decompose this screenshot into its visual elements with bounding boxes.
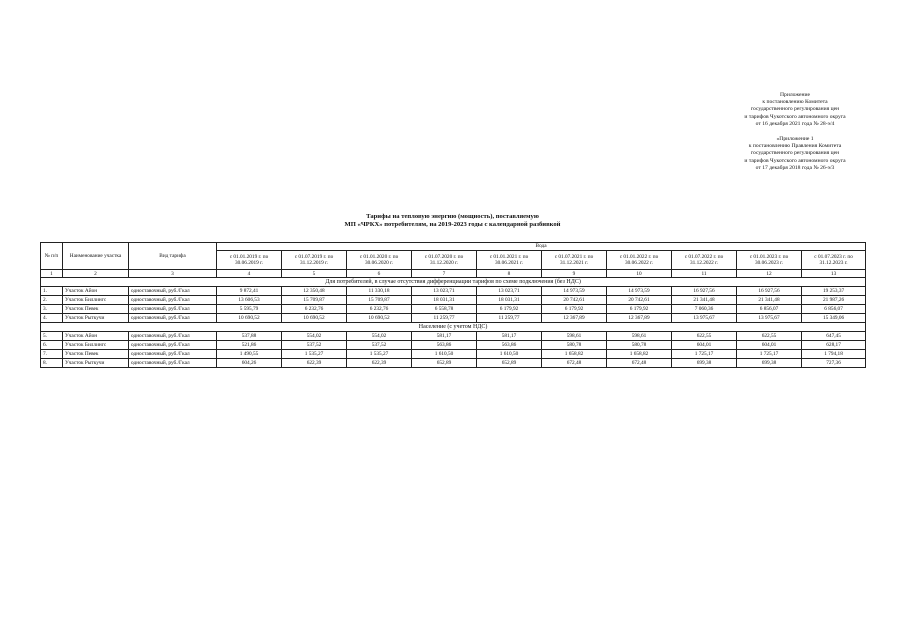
tariff-value: 6 179,92 bbox=[542, 305, 607, 314]
tariff-type: одноставочный, руб./Гкал bbox=[129, 287, 217, 296]
tariff-value: 6 179,92 bbox=[607, 305, 672, 314]
tariff-value: 1 658,82 bbox=[607, 350, 672, 359]
tariff-value: 15 349,06 bbox=[802, 314, 866, 323]
tariff-value: 11 330,18 bbox=[347, 287, 412, 296]
tariff-value: 1 794,18 bbox=[802, 350, 866, 359]
tariff-value: 19 253,37 bbox=[802, 287, 866, 296]
tariff-value: 6 232,76 bbox=[347, 305, 412, 314]
column-number: 3 bbox=[129, 270, 217, 278]
tariff-value: 699,38 bbox=[737, 359, 802, 368]
tariff-value: 604,01 bbox=[737, 341, 802, 350]
tariff-value: 14 973,59 bbox=[607, 287, 672, 296]
column-number: 12 bbox=[737, 270, 802, 278]
tariff-value: 7 060,36 bbox=[672, 305, 737, 314]
tariff-value: 1 610,50 bbox=[477, 350, 542, 359]
tariff-value: 727,36 bbox=[802, 359, 866, 368]
header-tariff: Вид тарифа bbox=[129, 243, 217, 270]
table-row bbox=[41, 350, 866, 359]
appendix-line: «Приложение 1 bbox=[776, 136, 814, 143]
header-row-group bbox=[41, 243, 866, 251]
header-period: с 01.07.2023 г. по 31.12.2023 г. bbox=[802, 251, 866, 270]
tariff-value: 628,17 bbox=[802, 341, 866, 350]
table-row bbox=[41, 296, 866, 305]
tariff-value: 598,61 bbox=[607, 332, 672, 341]
tariff-value: 6 179,92 bbox=[477, 305, 542, 314]
tariff-value: 622,39 bbox=[282, 359, 347, 368]
appendix-note bbox=[700, 92, 890, 172]
tariff-value: 554,02 bbox=[347, 332, 412, 341]
tariff-value: 554,02 bbox=[282, 332, 347, 341]
tariff-value: 13 975,67 bbox=[672, 314, 737, 323]
column-number: 7 bbox=[412, 270, 477, 278]
header-period: с 01.01.2020 г. по 30.06.2020 г. bbox=[347, 251, 412, 270]
title-line-2: МП «ЧРКХ» потребителям, на 2019-2023 годы с календарной разбивкой bbox=[344, 221, 561, 229]
table-row bbox=[41, 359, 866, 368]
tariff-value: 15 709,87 bbox=[282, 296, 347, 305]
header-period: с 01.01.2023 г. по 30.06.2023 г. bbox=[737, 251, 802, 270]
column-number: 9 bbox=[542, 270, 607, 278]
tariff-value: 16 927,56 bbox=[672, 287, 737, 296]
tariff-value: 14 973,59 bbox=[542, 287, 607, 296]
tariff-value: 6 558,78 bbox=[412, 305, 477, 314]
column-number: 4 bbox=[217, 270, 282, 278]
tariff-value: 12 367,89 bbox=[542, 314, 607, 323]
tariff-value: 21 341,48 bbox=[737, 296, 802, 305]
tariff-value: 11 259,77 bbox=[477, 314, 542, 323]
column-number: 1 bbox=[41, 270, 63, 278]
tariff-table bbox=[40, 242, 866, 368]
tariff-value: 18 031,31 bbox=[412, 296, 477, 305]
tariff-value: 521,86 bbox=[217, 341, 282, 350]
tariff-value: 563,86 bbox=[412, 341, 477, 350]
tariff-value: 1 535,27 bbox=[347, 350, 412, 359]
site-name: Участок Певек bbox=[63, 305, 129, 314]
appendix-line: к постановлению Правления Комитета bbox=[748, 143, 842, 150]
header-period: с 01.01.2022 г. по 30.06.2022 г. bbox=[607, 251, 672, 270]
tariff-value: 5 595,79 bbox=[217, 305, 282, 314]
table-row bbox=[41, 314, 866, 323]
column-number: 11 bbox=[672, 270, 737, 278]
tariff-value: 672,48 bbox=[542, 359, 607, 368]
tariff-value: 12 350,48 bbox=[282, 287, 347, 296]
tariff-value: 1 725,17 bbox=[737, 350, 802, 359]
column-number: 6 bbox=[347, 270, 412, 278]
header-period: с 01.01.2019 г. по 30.06.2019 г. bbox=[217, 251, 282, 270]
column-number: 8 bbox=[477, 270, 542, 278]
tariff-type: одноставочный, руб./Гкал bbox=[129, 305, 217, 314]
site-name: Участок Рыткучи bbox=[63, 359, 129, 368]
header-period: с 01.07.2021 г. по 31.12.2021 г. bbox=[542, 251, 607, 270]
section-title: Население (с учетом НДС) bbox=[41, 323, 866, 332]
tariff-value: 13 975,67 bbox=[737, 314, 802, 323]
header-period: с 01.07.2020 г. по 31.12.2020 г. bbox=[412, 251, 477, 270]
tariff-value: 622,55 bbox=[737, 332, 802, 341]
tariff-value: 537,52 bbox=[347, 341, 412, 350]
column-number: 10 bbox=[607, 270, 672, 278]
header-period: с 01.07.2022 г. по 31.12.2022 г. bbox=[672, 251, 737, 270]
appendix-line: и тарифов Чукотского автономного округа bbox=[744, 157, 846, 164]
title-line-1: Тарифы на тепловую энергию (мощность), поставляемую bbox=[366, 213, 539, 220]
header-group-water: Вода bbox=[217, 243, 866, 251]
tariff-type: одноставочный, руб./Гкал bbox=[129, 332, 217, 341]
document-title bbox=[300, 213, 605, 229]
table-row bbox=[41, 287, 866, 296]
table-row bbox=[41, 305, 866, 314]
row-number: 8. bbox=[41, 359, 63, 368]
tariff-type: одноставочный, руб./Гкал bbox=[129, 314, 217, 323]
tariff-value: 10 690,52 bbox=[282, 314, 347, 323]
row-number: 2. bbox=[41, 296, 63, 305]
appendix-line: от 16 декабря 2021 года № 28-э/4 bbox=[755, 120, 835, 127]
table-sections bbox=[41, 278, 866, 368]
column-number: 2 bbox=[63, 270, 129, 278]
site-name: Участок Биллингс bbox=[63, 341, 129, 350]
tariff-type: одноставочный, руб./Гкал bbox=[129, 296, 217, 305]
site-name: Участок Биллингс bbox=[63, 296, 129, 305]
tariff-value: 652,89 bbox=[412, 359, 477, 368]
tariff-value: 11 259,77 bbox=[412, 314, 477, 323]
tariff-value: 1 725,17 bbox=[672, 350, 737, 359]
header-period: с 01.07.2019 г. по 31.12.2019 г. bbox=[282, 251, 347, 270]
section-header-row bbox=[41, 278, 866, 287]
tariff-type: одноставочный, руб./Гкал bbox=[129, 359, 217, 368]
tariff-value: 13 606,53 bbox=[217, 296, 282, 305]
appendix-line: государственного регулирования цен bbox=[750, 106, 840, 113]
tariff-value: 6 856,07 bbox=[802, 305, 866, 314]
appendix-gap bbox=[700, 128, 890, 136]
section-title: Для потребителей, в случае отсутствия дифференциации тарифов по схеме подключения (без НДС) bbox=[41, 278, 866, 287]
tariff-value: 581,17 bbox=[412, 332, 477, 341]
tariff-value: 1 535,27 bbox=[282, 350, 347, 359]
appendix-line: государственного регулирования цен bbox=[750, 150, 840, 157]
tariff-value: 21 341,48 bbox=[672, 296, 737, 305]
tariff-value: 16 927,56 bbox=[737, 287, 802, 296]
column-number: 5 bbox=[282, 270, 347, 278]
row-number: 1. bbox=[41, 287, 63, 296]
tariff-type: одноставочный, руб./Гкал bbox=[129, 350, 217, 359]
tariff-value: 1 610,50 bbox=[412, 350, 477, 359]
row-number: 7. bbox=[41, 350, 63, 359]
tariff-value: 13 023,71 bbox=[477, 287, 542, 296]
tariff-value: 10 690,52 bbox=[217, 314, 282, 323]
column-numbers-row bbox=[41, 270, 866, 278]
appendix-line: от 17 декабря 2018 года № 26-э/3 bbox=[755, 164, 835, 171]
tariff-value: 15 709,87 bbox=[347, 296, 412, 305]
site-name: Участок Певек bbox=[63, 350, 129, 359]
tariff-value: 622,39 bbox=[347, 359, 412, 368]
tariff-value: 1 658,82 bbox=[542, 350, 607, 359]
tariff-value: 563,86 bbox=[477, 341, 542, 350]
tariff-value: 537,88 bbox=[217, 332, 282, 341]
tariff-value: 580,78 bbox=[542, 341, 607, 350]
appendix-line: и тарифов Чукотского автономного округа bbox=[744, 113, 846, 120]
site-name: Участок Айон bbox=[63, 332, 129, 341]
tariff-value: 6 856,07 bbox=[737, 305, 802, 314]
site-name: Участок Айон bbox=[63, 287, 129, 296]
table-row bbox=[41, 341, 866, 350]
table-row bbox=[41, 332, 866, 341]
site-name: Участок Рыткучи bbox=[63, 314, 129, 323]
tariff-value: 580,78 bbox=[607, 341, 672, 350]
tariff-value: 10 690,52 bbox=[347, 314, 412, 323]
tariff-value: 581,17 bbox=[477, 332, 542, 341]
row-number: 3. bbox=[41, 305, 63, 314]
section-header-row bbox=[41, 323, 866, 332]
header-num: № п/п bbox=[41, 243, 63, 270]
header-name: Наименование участка bbox=[63, 243, 129, 270]
appendix-line: Приложение bbox=[779, 92, 811, 98]
tariff-value: 672,48 bbox=[607, 359, 672, 368]
row-number: 6. bbox=[41, 341, 63, 350]
tariff-value: 699,38 bbox=[672, 359, 737, 368]
tariff-value: 652,89 bbox=[477, 359, 542, 368]
tariff-value: 13 023,71 bbox=[412, 287, 477, 296]
tariff-value: 6 232,76 bbox=[282, 305, 347, 314]
header-period: с 01.01.2021 г. по 30.06.2021 г. bbox=[477, 251, 542, 270]
tariff-value: 20 742,61 bbox=[607, 296, 672, 305]
tariff-value: 9 872,41 bbox=[217, 287, 282, 296]
tariff-value: 604,01 bbox=[672, 341, 737, 350]
tariff-type: одноставочный, руб./Гкал bbox=[129, 341, 217, 350]
tariff-value: 537,52 bbox=[282, 341, 347, 350]
row-number: 4. bbox=[41, 314, 63, 323]
appendix-line: к постановлению Комитета bbox=[762, 99, 828, 106]
tariff-value: 21 987,26 bbox=[802, 296, 866, 305]
tariff-value: 604,26 bbox=[217, 359, 282, 368]
row-number: 5. bbox=[41, 332, 63, 341]
tariff-value: 598,61 bbox=[542, 332, 607, 341]
tariff-value: 12 367,89 bbox=[607, 314, 672, 323]
tariff-value: 18 031,31 bbox=[477, 296, 542, 305]
tariff-value: 647,45 bbox=[802, 332, 866, 341]
column-number: 13 bbox=[802, 270, 866, 278]
tariff-value: 20 742,61 bbox=[542, 296, 607, 305]
tariff-value: 622,55 bbox=[672, 332, 737, 341]
tariff-value: 1 490,55 bbox=[217, 350, 282, 359]
